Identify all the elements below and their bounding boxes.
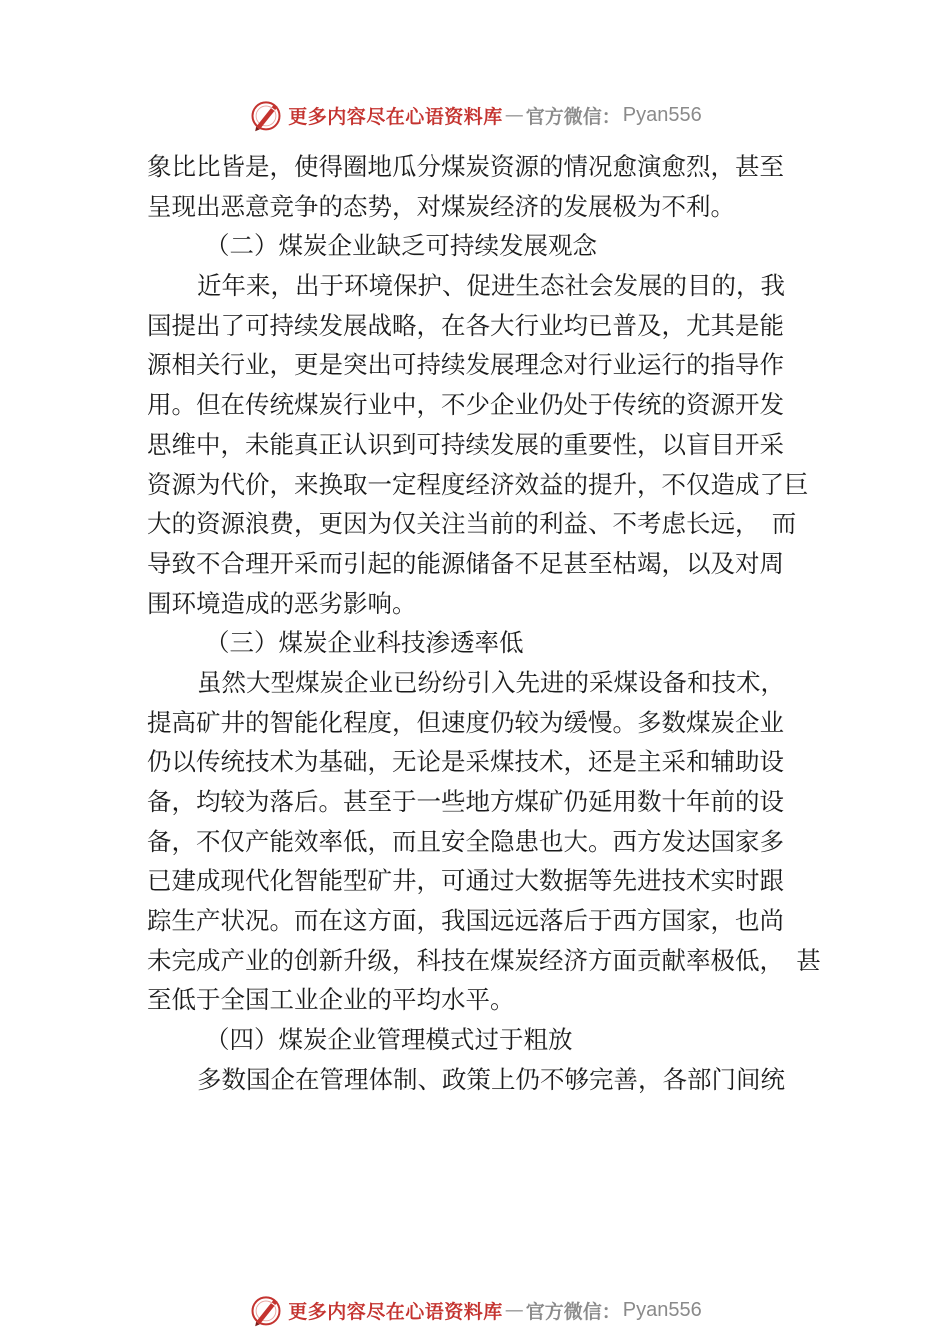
pen-logo-icon [248,97,284,133]
text-line: 用。但在传统煤炭行业中，不少企业仍处于传统的资源开发 [147,390,784,420]
text-line: 未完成产业的创新升级，科技在煤炭经济方面贡献率极低， 甚 [147,945,821,975]
text-line: 思维中，未能真正认识到可持续发展的重要性，以盲目开采 [147,429,784,459]
text-line: 备，不仅产能效率低，而且安全隐患也大。西方发达国家多 [147,826,784,856]
text-line: 国提出了可持续发展战略，在各大行业均已普及，尤其是能 [147,310,784,340]
footer-watermark [0,1290,950,1330]
text-line: 仍以传统技术为基础，无论是采煤技术，还是主采和辅助设 [147,747,784,777]
text-line: 资源为代价，来换取一定程度经济效益的提升，不仅造成了巨 [147,469,809,499]
watermark-official-label: 官方微信： [525,1300,621,1323]
text-line: 大的资源浪费，更因为仅关注当前的利益、不考虑长远， 而 [147,509,797,539]
watermark-wechat-id: Pyan556 [622,103,702,126]
text-line: 已建成现代化智能型矿井，可通过大数据等先进技术实时跟 [147,866,784,896]
section-heading: （三）煤炭企业科技渗透率低 [205,628,524,658]
text-line: 近年来，出于环境保护、促进生态社会发展的目的，我 [197,271,785,301]
text-line: 象比比皆是，使得圈地瓜分煤炭资源的情况愈演愈烈，甚至 [147,152,784,181]
watermark-dash: — [504,1299,524,1321]
document-body [147,147,822,1100]
pen-logo-icon [248,1292,284,1328]
text-line: 呈现出恶意竞争的态势，对煤炭经济的发展极为不利。 [147,191,735,221]
text-line: 踪生产状况。而在这方面，我国远远落后于西方国家，也尚 [147,906,784,936]
text-line: 备，均较为落后。甚至于一些地方煤矿仍延用数十年前的设 [147,787,784,816]
section-heading: （二）煤炭企业缺乏可持续发展观念 [205,231,597,261]
text-line: 源相关行业，更是突出可持续发展理念对行业运行的指导作 [147,350,784,380]
watermark-brand-text: 更多内容尽在心语资料库 [288,1300,503,1323]
watermark-dash: — [504,104,524,126]
watermark-wechat-id: Pyan556 [622,1298,702,1321]
text-line: 多数国企在管理体制、政策上仍不够完善，各部门间统 [197,1064,785,1094]
text-line: 围环境造成的恶劣影响。 [147,588,417,618]
text-line: 虽然大型煤炭企业已纷纷引入先进的采煤设备和技术， [197,667,785,697]
header-watermark [0,95,950,135]
text-line: 提高矿井的智能化程度，但速度仍较为缓慢。多数煤炭企业 [147,707,784,737]
section-heading: （四）煤炭企业管理模式过于粗放 [205,1025,573,1055]
text-line: 至低于全国工业企业的平均水平。 [147,985,515,1015]
text-line: 导致不合理开采而引起的能源储备不足甚至枯竭，以及对周 [147,548,784,578]
watermark-brand-text: 更多内容尽在心语资料库 [288,105,503,128]
watermark-official-label: 官方微信： [525,105,621,128]
